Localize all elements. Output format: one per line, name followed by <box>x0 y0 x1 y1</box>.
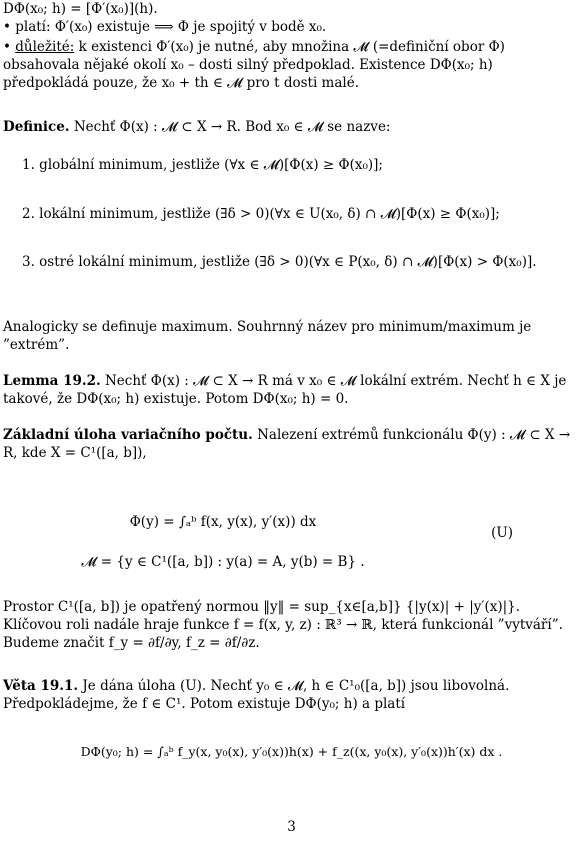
lemma-heading: Lemma 19.2. <box>3 373 101 389</box>
theorem-text: Je dána úloha (U). Nechť y₀ ∈ 𝓜, h ∈ C¹₀([a, b]) jsou libovolná. Předpokládejme, že f ∈ C¹. Potom existuje DΦ(y₀; h) a platí <box>3 678 510 712</box>
definition-heading: Definice. <box>3 119 70 135</box>
admissible-set-equation: 𝓜 = {y ∈ C¹([a, b]) : y(a) = A, y(b) = B} . <box>81 554 365 570</box>
extremum-paragraph: Analogicky se definuje maximum. Souhrnný název pro minimum/maximum je ”extrém”. <box>3 319 532 353</box>
lemma-paragraph <box>3 372 580 408</box>
definition-text: Nechť Φ(x) : 𝓜 ⊂ X → R. Bod x₀ ∈ 𝓜 se nazve: <box>69 119 391 135</box>
derivative-identity: DΦ(x₀; h) = [Φ′(x₀)](h). <box>3 1 158 17</box>
continuity-remark: • platí: Φ′(x₀) existuje ⟹ Φ je spojitý v bodě x₀. <box>3 19 327 35</box>
definition-paragraph <box>3 118 580 136</box>
page-number: 3 <box>287 819 296 835</box>
basic-problem-paragraph <box>3 426 580 462</box>
important-remark: • důležité: k existenci Φ′(x₀) je nutné, aby množina 𝓜 (=definiční obor Φ) obsahovala nějaké okolí x₀ – dosti silný předpoklad. Existence DΦ(x₀; h) předpokládá pouze, že x₀ + th ∈ 𝓜 pro t dosti malé. <box>3 39 505 91</box>
definition-item-2: 2. lokální minimum, jestliže (∃δ > 0)(∀x ∈ U(x₀, δ) ∩ 𝓜)[Φ(x) ≥ Φ(x₀)]; <box>22 206 500 222</box>
gateaux-derivative-equation: DΦ(y₀; h) = ∫ₐᵇ f_y(x, y₀(x), y′₀(x))h(x) + f_z((x, y₀(x), y′₀(x))h′(x) dx . <box>80 744 503 759</box>
definition-item-1: 1. globální minimum, jestliže (∀x ∈ 𝓜)[Φ(x) ≥ Φ(x₀)]; <box>22 157 383 173</box>
theorem-paragraph <box>3 677 580 713</box>
functional-equation: Φ(y) = ∫ₐᵇ f(x, y(x), y′(x)) dx <box>129 514 317 530</box>
important-label: důležité: <box>15 39 75 55</box>
theorem-heading: Věta 19.1. <box>3 678 79 694</box>
lemma-text: Nechť Φ(x) : 𝓜 ⊂ X → R má v x₀ ∈ 𝓜 lokální extrém. Nechť h ∈ X je takové, že DΦ(x₀; h) existuje. Potom DΦ(x₀; h) = 0. <box>3 373 567 407</box>
equation-label: (U) <box>491 525 513 541</box>
important-text: k existenci Φ′(x₀) je nutné, aby množina 𝓜 (=definiční obor Φ) obsahovala nějaké okolí x₀ – dosti silný předpoklad. Existence DΦ(x₀; h) předpokládá pouze, že x₀ + th ∈ 𝓜 pro t dosti malé. <box>3 39 505 91</box>
definition-item-3: 3. ostré lokální minimum, jestliže (∃δ > 0)(∀x ∈ P(x₀, δ) ∩ 𝓜)[Φ(x) > Φ(x₀)]. <box>22 254 537 270</box>
norm-paragraph: Prostor C¹([a, b]) je opatřený normou ‖y‖ = sup_{x∈[a,b]} {|y(x)| + |y′(x)|}. Klíčovou roli nadále hraje funkce f = f(x, y, z) : ℝ³ → ℝ, která funkcionál ”vytváří”. Budeme značit f_y = ∂f/∂y, f_z = ∂f/∂z. <box>3 599 563 651</box>
basic-problem-heading: Základní úloha variačního počtu. <box>3 427 253 443</box>
basic-problem-text: Nalezení extrémů funkcionálu Φ(y) : 𝓜 ⊂ X → R, kde X = C¹([a, b]), <box>3 427 571 461</box>
